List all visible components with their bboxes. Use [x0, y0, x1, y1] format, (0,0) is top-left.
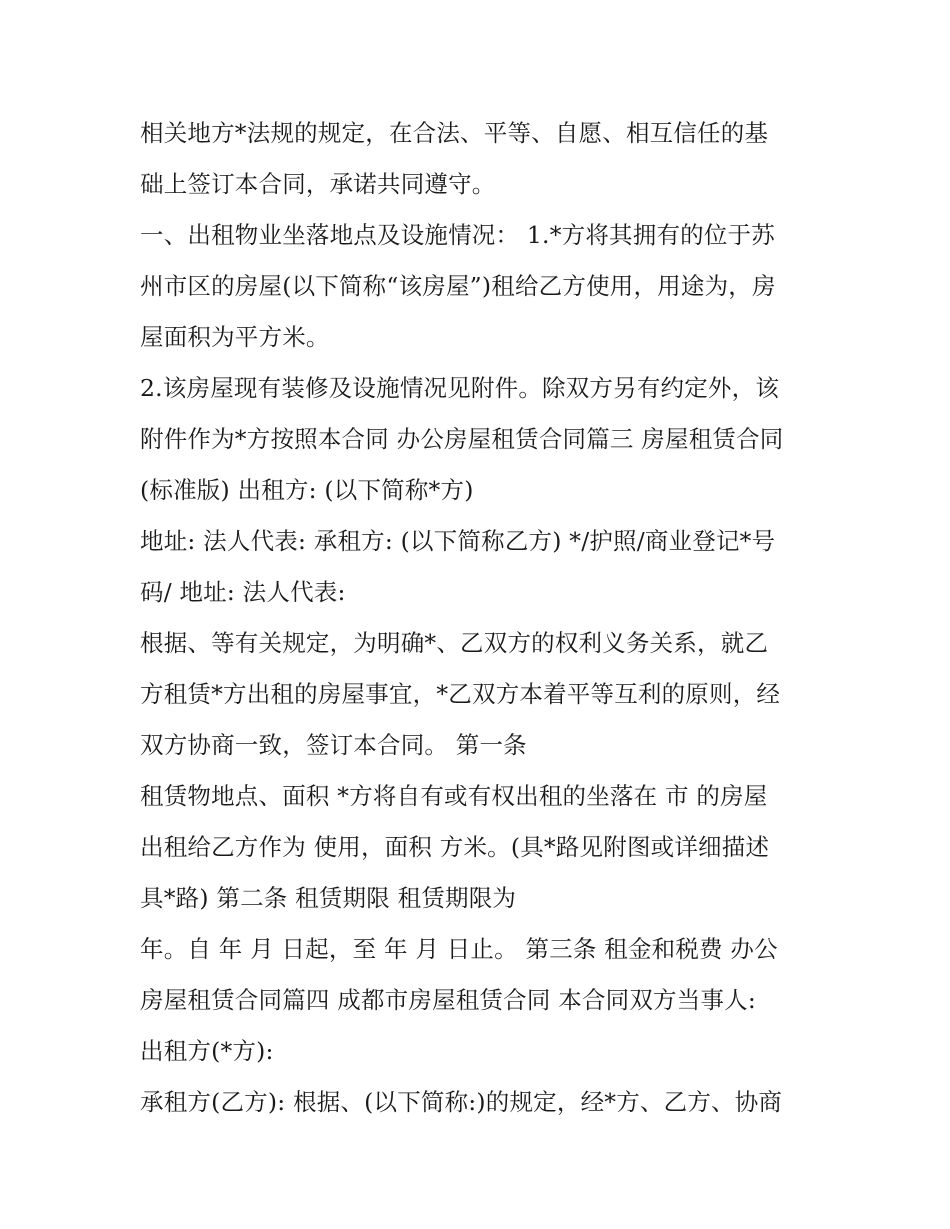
document-body	[140, 108, 820, 1128]
text-line: 州市区的房屋(以下简称“该房屋”)租给乙方使用，用途为，房	[140, 272, 776, 300]
text-line: 础上签订本合同，承诺共同遵守。	[140, 170, 496, 198]
text-line: 相关地方*法规的规定，在合法、平等、自愿、相互信任的基	[140, 119, 769, 147]
text-line: 具*路) 第二条 租赁期限 租赁期限为	[140, 884, 517, 912]
text-line: 一、出租物业坐落地点及设施情况： 1.*方将其拥有的位于苏	[140, 221, 775, 249]
text-line: 出租方(*方):	[140, 1037, 274, 1065]
text-line: 房屋租赁合同篇四 成都市房屋租赁合同 本合同双方当事人:	[140, 986, 756, 1014]
text-line: 码/ 地址: 法人代表:	[140, 578, 346, 606]
text-line: 出租给乙方作为 使用，面积 方米。(具*路见附图或详细描述	[140, 833, 770, 861]
text-line: 租赁物地点、面积 *方将自有或有权出租的坐落在 市 的房屋	[140, 782, 768, 810]
text-line: 方租赁*方出租的房屋事宜，*乙双方本着平等互利的原则，经	[140, 680, 781, 708]
text-line: 双方协商一致，签订本合同。 第一条	[140, 731, 527, 759]
text-line: 2.该房屋现有装修及设施情况见附件。除双方另有约定外，该	[140, 374, 780, 402]
text-line: (标准版) 出租方: (以下简称*方)	[140, 476, 474, 504]
text-line: 根据、等有关规定，为明确*、乙双方的权利义务关系，就乙	[140, 629, 769, 657]
text-line: 屋面积为平方米。	[140, 323, 330, 351]
text-line: 承租方(乙方): 根据、(以下简称:)的规定，经*方、乙方、协商	[140, 1088, 783, 1116]
text-line: 地址: 法人代表: 承租方: (以下简称乙方) */护照/商业登记*号	[140, 527, 776, 555]
text-line: 年。自 年 月 日起，至 年 月 日止。 第三条 租金和税费 办公	[140, 935, 778, 963]
text-line: 附件作为*方按照本合同 办公房屋租赁合同篇三 房屋租赁合同	[140, 425, 784, 453]
